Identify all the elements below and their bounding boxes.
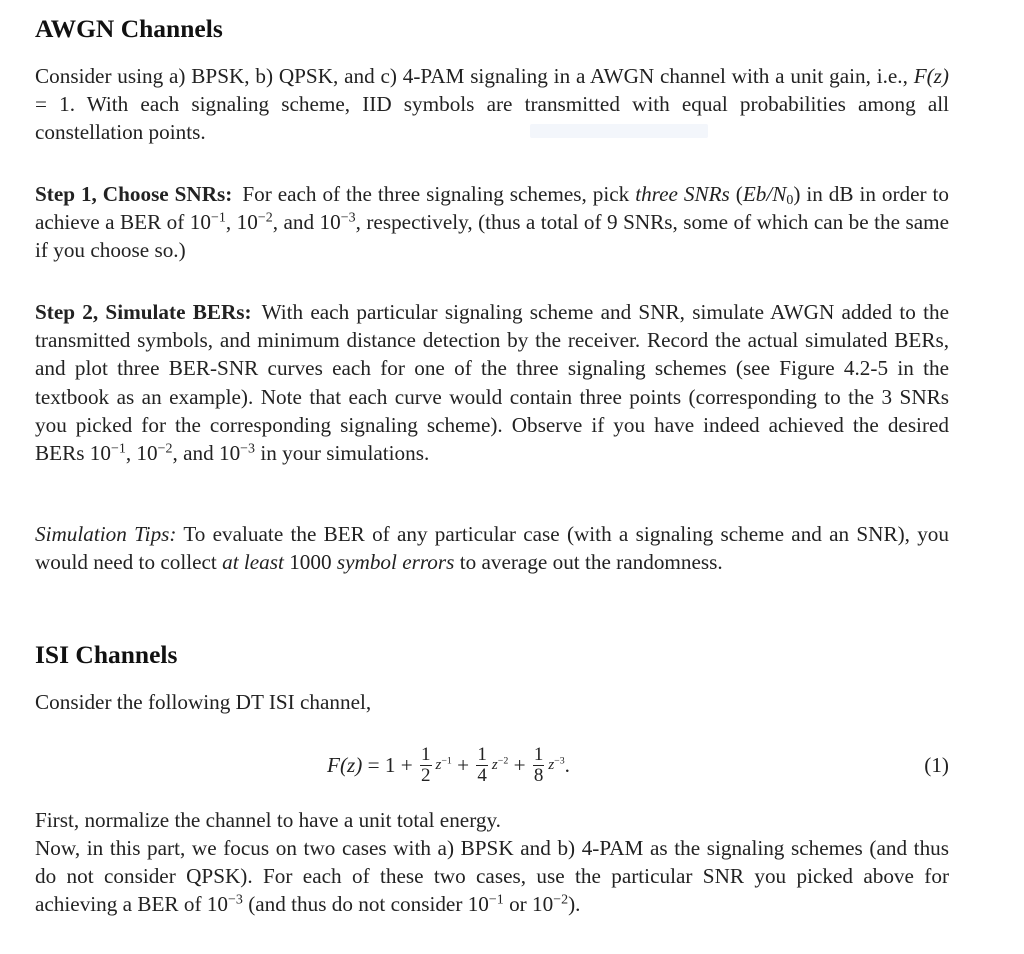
tips-lead: Simulation Tips: bbox=[35, 522, 177, 546]
closing-ber2-exp: −2 bbox=[553, 892, 569, 908]
frac1-den: 2 bbox=[421, 764, 431, 786]
closing-text-d: ). bbox=[568, 892, 581, 917]
step1-ber2-exp: −2 bbox=[257, 210, 273, 226]
step2-ber2: 10 bbox=[136, 441, 158, 466]
closing-text-c: or bbox=[503, 892, 533, 917]
step1-ber2: 10 bbox=[236, 210, 258, 235]
step2-sep2: , and bbox=[172, 441, 219, 466]
section-title-isi: ISI Channels bbox=[35, 640, 178, 669]
eq-plus-1: + bbox=[451, 752, 475, 777]
channel-equation bbox=[327, 735, 570, 795]
step1-italic: three SNRs bbox=[635, 182, 730, 206]
eq-plus-2: + bbox=[508, 752, 531, 777]
step2-ber3: 10 bbox=[218, 441, 241, 466]
step1-text-e: , and bbox=[272, 210, 320, 235]
tips-italic-a: at least bbox=[222, 550, 284, 575]
step2-lead: Step 2, Simulate BERs: bbox=[35, 300, 252, 324]
awgn-intro-text-a: Consider using a) BPSK, b) QPSK, and c) 4-PAM signaling in a AWGN channel with a unit gain, i.e., bbox=[35, 64, 914, 88]
z-term-2 bbox=[492, 757, 508, 774]
fraction-one-eighth bbox=[533, 745, 545, 786]
equation-number: (1) bbox=[924, 752, 949, 777]
z-term-3 bbox=[548, 757, 564, 774]
frac1-num: 1 bbox=[421, 743, 431, 765]
closing-ber3-exp: −3 bbox=[228, 892, 243, 908]
isi-intro: Consider the following DT ISI channel, bbox=[35, 690, 372, 714]
snr-symbol: Eb/N bbox=[742, 182, 787, 206]
frac2-den: 4 bbox=[477, 764, 487, 786]
step2-sep1: , bbox=[125, 441, 137, 466]
z-1: z bbox=[435, 756, 442, 773]
frac2-num: 1 bbox=[477, 743, 487, 765]
step1-text-b: ( bbox=[729, 182, 743, 206]
closing-ber1: 10 bbox=[467, 892, 489, 917]
closing-text-a: Now, in this part, we focus on two cases with a) BPSK and b) 4-PAM as the signaling schemes (and thus do not consider QPSK). For each of these two cases, use the particular SNR you picked above for achieving a BER of bbox=[35, 836, 949, 917]
eq-sign: = 1 + bbox=[362, 752, 418, 777]
awgn-intro-text-b: = 1. With each signaling scheme, IID symbols are transmitted with equal probabilities among all constellation points. bbox=[35, 92, 949, 145]
z-1-exp: −1 bbox=[441, 755, 452, 767]
step1-lead: Step 1, Choose SNRs: bbox=[35, 182, 233, 206]
step1-ber3-exp: −3 bbox=[340, 210, 356, 226]
step1-ber1: 10 bbox=[189, 210, 211, 235]
step1-text-a: For each of the three signaling schemes, pick bbox=[242, 182, 636, 206]
frac3-den: 8 bbox=[533, 764, 544, 786]
step1-text-f: , respectively, (thus a total of 9 SNRs, some of which can be the same if you choose so.) bbox=[35, 210, 950, 263]
eq-lhs: F(z) bbox=[327, 752, 363, 777]
simulation-tips-paragraph bbox=[35, 520, 949, 576]
closing-ber1-exp: −1 bbox=[488, 892, 504, 908]
normalize-line: First, normalize the channel to have a unit total energy. bbox=[35, 808, 501, 832]
z-3-exp: −3 bbox=[554, 755, 565, 767]
awgn-intro-formula: F(z) bbox=[913, 64, 949, 88]
step2-ber1: 10 bbox=[89, 441, 111, 466]
equation-block bbox=[35, 735, 949, 795]
tips-text-b: 1000 bbox=[283, 550, 337, 575]
tips-text-c: to average out the randomness. bbox=[454, 550, 723, 575]
step2-paragraph bbox=[35, 298, 949, 467]
z-2: z bbox=[491, 756, 498, 773]
awgn-intro-paragraph bbox=[35, 62, 949, 147]
step1-text-d: , bbox=[225, 210, 237, 235]
z-3: z bbox=[548, 756, 555, 773]
z-term-1 bbox=[436, 757, 452, 774]
step1-ber1-exp: −1 bbox=[210, 210, 226, 226]
step1-ber3: 10 bbox=[319, 210, 341, 235]
frac3-num: 1 bbox=[533, 743, 544, 765]
fraction-one-quarter bbox=[476, 745, 488, 786]
section-title-awgn: AWGN Channels bbox=[35, 14, 223, 43]
step1-paragraph bbox=[35, 180, 949, 265]
closing-paragraph bbox=[35, 834, 949, 919]
closing-ber3: 10 bbox=[206, 892, 228, 917]
fraction-one-half bbox=[420, 745, 432, 786]
snr-subscript: 0 bbox=[786, 192, 794, 208]
step2-ber2-exp: −2 bbox=[157, 441, 173, 457]
step2-text-a: With each particular signaling scheme and SNR, simulate AWGN added to the transmitted symbols, and minimum distance detection by the receiver. Record the actual simulated BERs, and plot three BER-SNR curves each for one of the three signaling schemes (see Figure 4.2-5 in the textbook as an example). Note that each curve would contain three points (corresponding to the 3 SNRs you picked for the corresponding signaling scheme). Observe if you have indeed achieved the desired BERs bbox=[35, 300, 949, 466]
eq-period: . bbox=[564, 752, 570, 777]
tips-text-a: To evaluate the BER of any particular case (with a signaling scheme and an SNR), you would need to collect bbox=[35, 522, 949, 575]
step1-text-c: ) in dB in order to achieve a BER of bbox=[35, 182, 949, 235]
tips-italic-b: symbol errors bbox=[336, 550, 455, 575]
step2-ber1-exp: −1 bbox=[110, 441, 126, 457]
step2-text-b: in your simulations. bbox=[255, 441, 430, 466]
z-2-exp: −2 bbox=[497, 755, 509, 767]
faint-highlight-artifact bbox=[530, 124, 708, 138]
closing-ber2: 10 bbox=[532, 892, 554, 917]
closing-text-b: (and thus do not consider bbox=[242, 892, 468, 917]
step2-ber3-exp: −3 bbox=[240, 441, 256, 457]
